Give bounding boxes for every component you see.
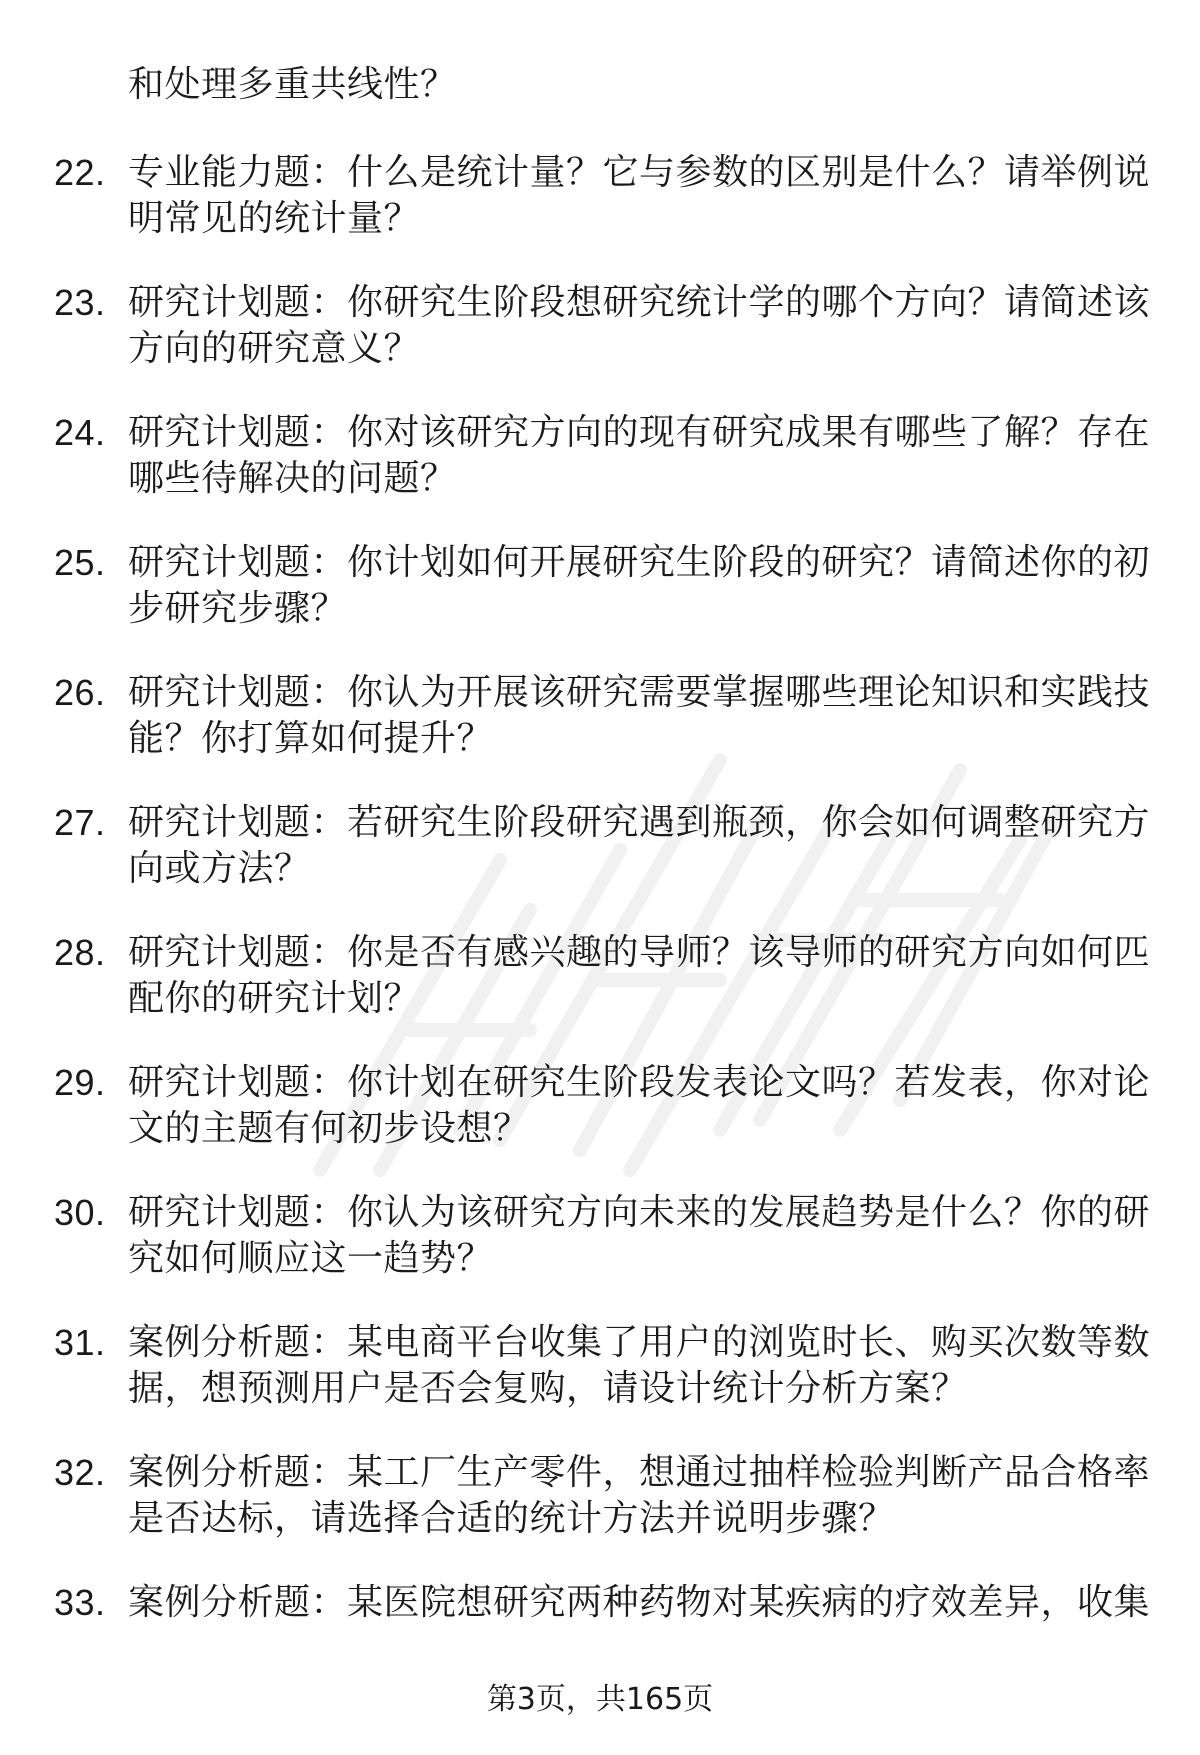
question-text-line: 是否达标，请选择合适的统计方法并说明步骤？ [128,1498,895,1539]
question-text-line: 案例分析题：某电商平台收集了用户的浏览时长、购买次数等数 [128,1322,1151,1363]
question-number: 22. [54,152,106,193]
question-number: 25. [54,542,106,583]
question-number: 26. [54,672,106,713]
question-text-line: 研究计划题：你是否有感兴趣的导师？该导师的研究方向如何匹 [128,932,1151,973]
question-text-line: 案例分析题：某医院想研究两种药物对某疾病的疗效差异，收集 [128,1582,1151,1623]
question-item [0,1320,1200,1450]
question-item [0,800,1200,930]
question-text-line: 研究计划题：你对该研究方向的现有研究成果有哪些了解？存在 [128,412,1151,453]
question-text-line: 研究计划题：你计划在研究生阶段发表论文吗？若发表，你对论 [128,1062,1151,1103]
question-item [0,670,1200,800]
question-text [128,280,1151,372]
question-number: 29. [54,1062,106,1103]
question-text-line: 文的主题有何初步设想？ [128,1108,530,1149]
question-text-line: 步研究步骤？ [128,588,348,629]
question-number: 28. [54,932,106,973]
question-number: 31. [54,1322,106,1363]
question-text [128,670,1151,762]
question-item [0,1450,1200,1580]
question-text-line: 研究计划题：你研究生阶段想研究统计学的哪个方向？请简述该 [128,282,1151,323]
question-text [128,1450,1151,1542]
question-number: 27. [54,802,106,843]
page-number-footer: 第3页，共165页 [486,1682,714,1717]
question-item [0,540,1200,670]
question-number: 23. [54,282,106,323]
question-text [128,1060,1151,1152]
question-text-line: 方向的研究意义？ [128,328,421,369]
question-text-line: 哪些待解决的问题？ [128,458,457,499]
question-text-line: 研究计划题：你认为开展该研究需要掌握哪些理论知识和实践技 [128,672,1151,713]
question-text-line: 研究计划题：你认为该研究方向未来的发展趋势是什么？你的研 [128,1192,1151,1233]
continuation-line: 和处理多重共线性？ [128,64,457,105]
question-text-line: 明常见的统计量？ [128,198,421,239]
question-text [128,800,1151,892]
question-text-line: 配你的研究计划？ [128,978,421,1019]
question-number: 24. [54,412,106,453]
question-text-line: 向或方法？ [128,848,311,889]
question-text-line: 专业能力题：什么是统计量？它与参数的区别是什么？请举例说 [128,152,1151,193]
question-item [0,410,1200,540]
question-item [0,150,1200,280]
question-text [128,1190,1151,1282]
question-item [0,930,1200,1060]
question-list [0,150,1200,1710]
question-text-line: 能？你打算如何提升？ [128,718,494,759]
question-item [0,1190,1200,1320]
question-number: 33. [54,1582,106,1623]
question-number: 32. [54,1452,106,1493]
question-text-line: 据，想预测用户是否会复购，请设计统计分析方案？ [128,1368,968,1409]
question-item [0,280,1200,410]
question-text [128,930,1151,1022]
question-number: 30. [54,1192,106,1233]
question-text [128,1580,1151,1626]
question-text [128,540,1151,632]
question-text [128,1320,1151,1412]
question-item [0,1060,1200,1190]
question-text-line: 究如何顺应这一趋势？ [128,1238,494,1279]
question-text [128,150,1151,242]
question-text-line: 研究计划题：你计划如何开展研究生阶段的研究？请简述你的初 [128,542,1151,583]
question-text-line: 研究计划题：若研究生阶段研究遇到瓶颈，你会如何调整研究方 [128,802,1151,843]
question-text [128,410,1151,502]
question-text-line: 案例分析题：某工厂生产零件，想通过抽样检验判断产品合格率 [128,1452,1151,1493]
